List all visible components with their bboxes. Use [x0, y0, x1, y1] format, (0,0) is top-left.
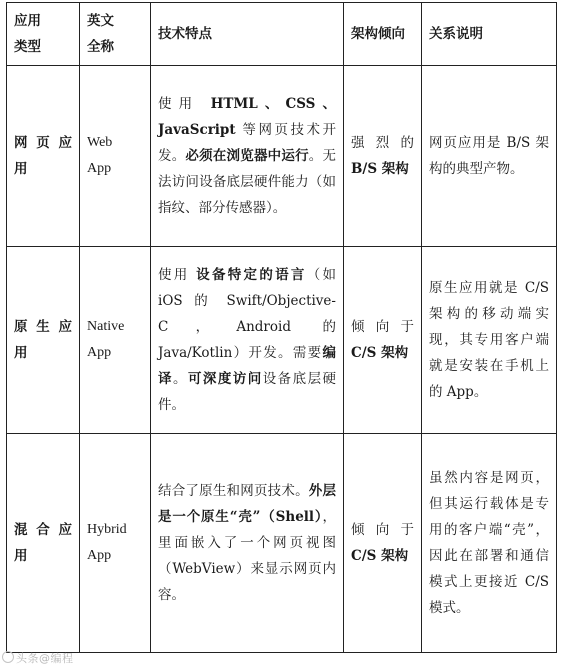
tech-features-cell: 使用 HTML、CSS、JavaScript 等网页技术开发。必须在浏览器中运行。无法访问设备底层硬件能力（如指纹、部分传感器）。 [151, 66, 344, 247]
tech-features-cell: 使用 设备特定的语言（如 iOS 的 Swift/Objective-C，Android 的 Java/Kotlin）开发。需要编译。可深度访问设备底层硬件。 [151, 247, 344, 434]
relation-cell: 原生应用就是 C/S 架构的移动端实现，其专用客户端就是安装在手机上的 App。 [422, 247, 557, 434]
table-row-native-app [7, 247, 557, 434]
relation-cell: 网页应用是 B/S 架构的典型产物。 [422, 66, 557, 247]
app-type-comparison-table [6, 2, 557, 653]
english-name-cell: Hybrid App [80, 434, 151, 653]
app-type-cell: 混合应 用 [7, 434, 80, 653]
watermark-logo-icon [2, 651, 14, 663]
english-name-cell: Web App [80, 66, 151, 247]
english-name-cell: Native App [80, 247, 151, 434]
architecture-cell: 倾 向 于 C/S 架构 [344, 247, 422, 434]
app-type-cell: 原生应 用 [7, 247, 80, 434]
header-tech-features: 技术特点 [151, 3, 344, 66]
watermark: 头条@编程 [2, 650, 74, 666]
header-english-name: 英文 全称 [80, 3, 151, 66]
table-row-web-app [7, 66, 557, 247]
header-app-type: 应用 类型 [7, 3, 80, 66]
table-header-row [7, 3, 557, 66]
relation-cell: 虽然内容是网页，但其运行载体是专用的客户端“壳”，因此在部署和通信模式上更接近 C/S 模式。 [422, 434, 557, 653]
table-row-hybrid-app [7, 434, 557, 653]
header-architecture: 架构倾向 [344, 3, 422, 66]
app-type-cell: 网页应 用 [7, 66, 80, 247]
architecture-cell: 倾 向 于 C/S 架构 [344, 434, 422, 653]
tech-features-cell: 结合了原生和网页技术。外层是一个原生“壳”（Shell），里面嵌入了一个网页视图（WebView）来显示网页内容。 [151, 434, 344, 653]
architecture-cell: 强 烈 的 B/S 架构 [344, 66, 422, 247]
header-relation: 关系说明 [422, 3, 557, 66]
